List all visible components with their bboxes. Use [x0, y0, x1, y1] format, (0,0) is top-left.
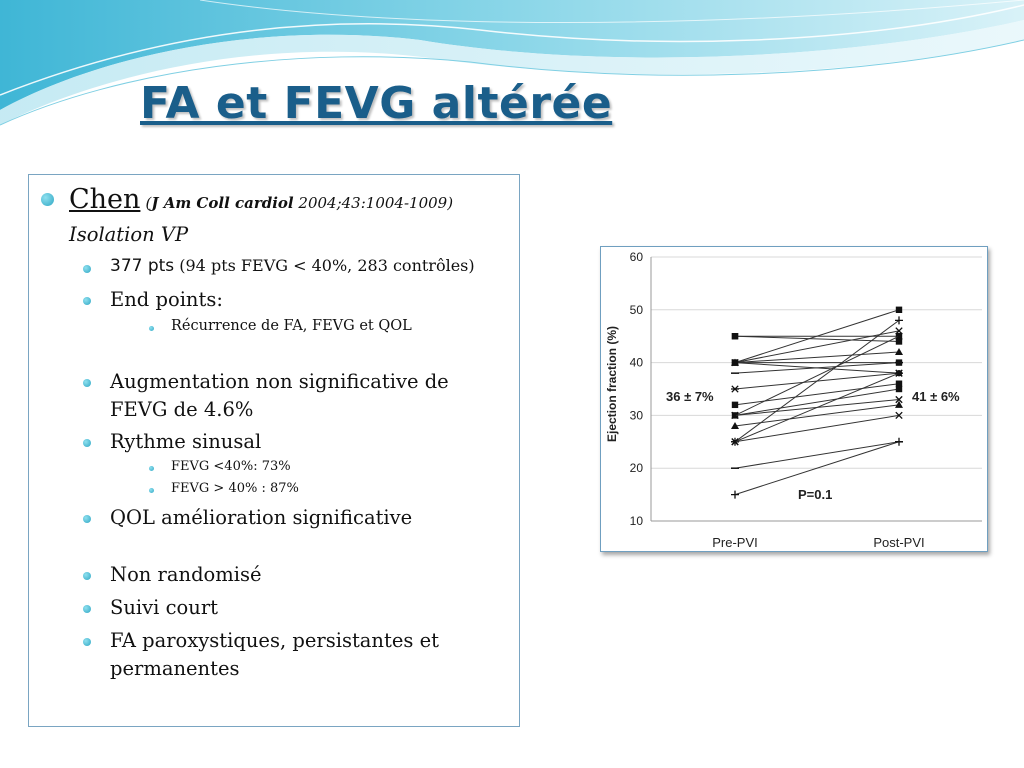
recurrence-item: Récurrence de FA, FEVG et QOL [171, 318, 412, 334]
data-point-square [896, 307, 902, 313]
patient-line [735, 373, 899, 442]
study-subtitle: Isolation VP [69, 223, 189, 246]
data-point-square [896, 386, 902, 392]
ejection-fraction-chart [600, 246, 988, 552]
fevg-low: FEVG <40%: 73% [171, 459, 291, 474]
bullet-icon [83, 379, 91, 387]
patient-line [735, 415, 899, 441]
y-tick-label: 20 [629, 461, 643, 476]
y-tick-label: 30 [629, 408, 643, 423]
patients-line [110, 256, 475, 276]
bullet-icon [149, 326, 154, 331]
study-citation: (J Am Coll cardiol 2004;43:1004-1009) [145, 194, 454, 212]
data-point-square [732, 402, 738, 408]
bullet-icon [83, 605, 91, 613]
x-category-label: Post-PVI [873, 535, 925, 550]
data-point-plus [895, 438, 903, 446]
y-axis-label: Ejection fraction (%) [605, 325, 619, 443]
fa-types-line1: FA paroxystiques, persistantes et [110, 629, 439, 652]
data-point-star [731, 386, 739, 392]
patient-line [735, 331, 899, 363]
fa-types-line2: permanentes [110, 657, 240, 680]
data-point-square [732, 333, 738, 339]
y-tick-label: 40 [629, 355, 643, 370]
rythme-sinusal: Rythme sinusal [110, 430, 262, 453]
bullet-icon [83, 297, 91, 305]
augmentation-line1: Augmentation non significative de [110, 370, 449, 393]
y-tick-label: 50 [629, 302, 643, 317]
slide-title: FA et FEVG altérée [140, 78, 613, 129]
study-author: Chen [69, 184, 141, 215]
data-point-plus [895, 316, 903, 324]
qol-item: QOL amélioration significative [110, 506, 413, 529]
p-value-annotation: P=0.1 [798, 487, 833, 502]
non-randomise: Non randomisé [110, 563, 262, 586]
y-tick-label: 10 [629, 514, 643, 528]
data-point-plus [731, 491, 739, 499]
bullet-icon [83, 265, 91, 273]
bullet-icon [83, 638, 91, 646]
patients-detail: (94 pts FEVG < 40%, 283 contrôles) [174, 256, 475, 275]
augmentation-line2: FEVG de 4.6% [110, 398, 254, 421]
bullet-icon [83, 572, 91, 580]
patient-line [735, 352, 899, 363]
bullet-icon [83, 515, 91, 523]
bullet-icon [83, 439, 91, 447]
x-category-label: Pre-PVI [712, 535, 758, 550]
suivi-court: Suivi court [110, 596, 218, 619]
post-mean-annotation: 41 ± 6% [912, 389, 960, 404]
bullet-icon [149, 466, 154, 471]
bullet-icon [41, 193, 54, 206]
study-author-line [69, 184, 453, 215]
patients-count: 377 pts [110, 256, 175, 276]
data-point-triangle [895, 348, 903, 355]
bullet-icon [149, 488, 154, 493]
y-tick-label: 60 [629, 250, 643, 264]
patient-line [735, 442, 899, 468]
pre-mean-annotation: 36 ± 7% [666, 389, 714, 404]
data-point-circle [732, 359, 738, 365]
fevg-high: FEVG > 40% : 87% [171, 481, 299, 496]
end-points: End points: [110, 288, 223, 311]
chart-canvas [601, 247, 987, 551]
